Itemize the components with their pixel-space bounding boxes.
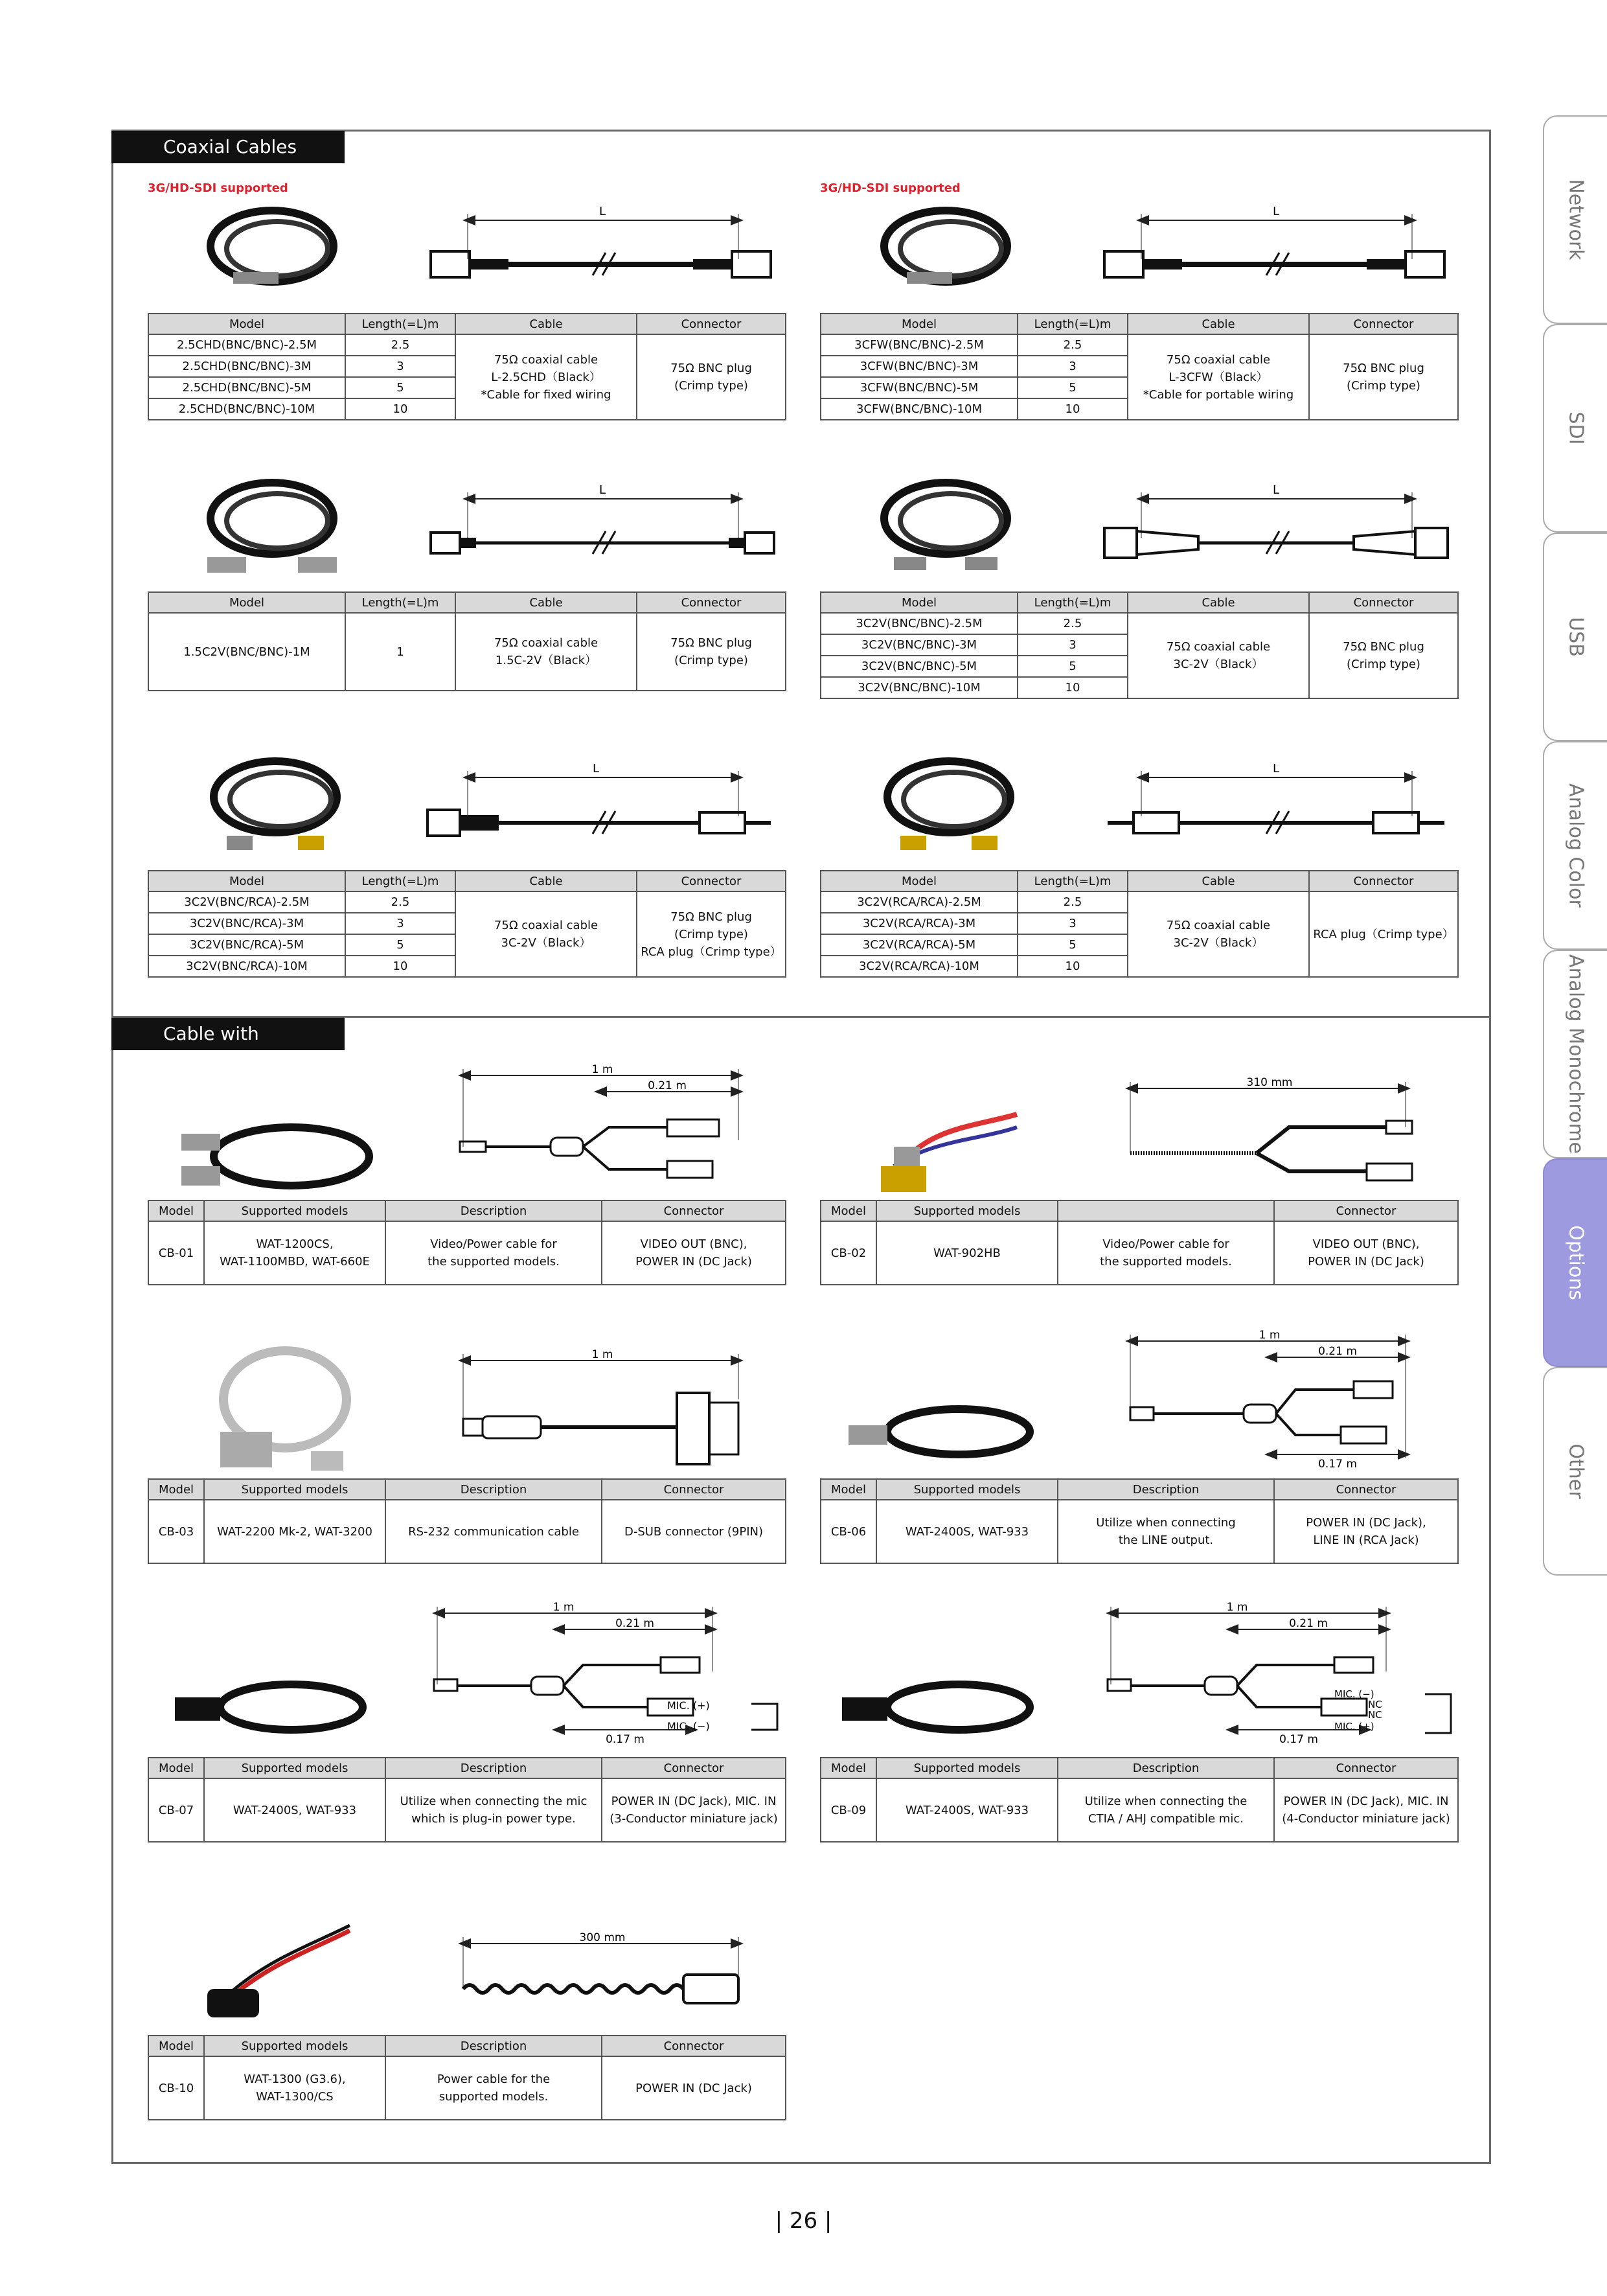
cb10-diagram — [453, 1931, 751, 2015]
dim-label-017m: 0.17 m — [1279, 1733, 1318, 1746]
cable-photo — [829, 1665, 1049, 1749]
spec-table-cb06: Model Supported models Description Connector CB-06 WAT-2400S, WAT-933 Utilize when connecting the LINE output. POWER IN (DC Jack), LINE IN (RCA Jack) — [820, 1478, 1459, 1564]
label-mic-plus: MIC. (+) — [1334, 1721, 1374, 1732]
label-mic-minus: MIC. (−) — [667, 1720, 710, 1732]
section-title-coaxial: Coaxial Cables — [111, 131, 345, 163]
cb01-diagram — [453, 1062, 751, 1192]
spec-table-1.5c2v: Model Length(=L)m Cable Connector 1.5C2V(BNC/BNC)-1M 1 75Ω coaxial cable 1.5C-2V（Black） 75Ω BNC plug (Crimp type) — [148, 591, 786, 691]
tab-sdi[interactable]: SDI — [1543, 324, 1607, 533]
cb07-diagram — [427, 1600, 790, 1749]
spec-table-cb09: Model Supported models Description Connector CB-09 WAT-2400S, WAT-933 Utilize when connecting the CTIA / AHJ compatible mic. POWER IN (DC Jack), MIC. IN (4-Conductor miniature jack) — [820, 1757, 1459, 1843]
tab-analog-color[interactable]: Analog Color — [1543, 741, 1607, 950]
cable-photo — [836, 1386, 1049, 1471]
dim-label-017m: 0.17 m — [606, 1733, 644, 1746]
dim-label-1m: 1 m — [1259, 1329, 1281, 1342]
cable-photo — [874, 745, 1023, 862]
spec-table-cb07: Model Supported models Description Connector CB-07 WAT-2400S, WAT-933 Utilize when connecting the mic which is plug-in power type. POWER IN (DC Jack), MIC. IN (3-Conductor miniature jack) — [148, 1757, 786, 1843]
cb09-diagram — [1101, 1600, 1464, 1749]
spec-table-cb10: Model Supported models Description Connector CB-10 WAT-1300 (G3.6), WAT-1300/CS Power cable for the supported models. POWER IN (DC Jack) — [148, 2035, 786, 2120]
dim-label-L: L — [1272, 762, 1280, 775]
cb02-diagram — [1121, 1075, 1425, 1192]
spec-table-cb01: Model Supported models Description Connector CB-01 WAT-1200CS, WAT-1100MBD, WAT-660E Video/Power cable for the supported models. VIDEO OUT (BNC), POWER IN (DC Jack) — [148, 1200, 786, 1285]
cb03-diagram — [453, 1348, 751, 1471]
cable-photo — [868, 1088, 1036, 1205]
label-nc: NC — [1368, 1709, 1382, 1721]
cable-diagram — [421, 194, 790, 292]
section-title-connectors: Cable with Connectors — [111, 1018, 345, 1050]
dim-label-021m: 0.21 m — [648, 1079, 687, 1092]
spec-table-2.5chd: Model Length(=L)m Cable Connector 2.5CHD(BNC/BNC)-2.5M 2.5 75Ω coaxial cable L-2.5CHD（Black） *Cable for fixed wiring 75Ω BNC plug (Crimp type) 2.5CHD(BNC/BNC)-3M 3 2.5CHD(BNC/BNC)-5M 5 2.5CHD(BNC/BNC)-10M 10 — [148, 313, 786, 420]
label-nc: NC — [1368, 1699, 1382, 1710]
cable-diagram — [421, 473, 790, 570]
sdi-note: 3G/HD-SDI supported — [820, 181, 961, 195]
dim-label-017m: 0.17 m — [1318, 1458, 1357, 1471]
dim-label-021m: 0.21 m — [1318, 1345, 1357, 1358]
cable-diagram — [1095, 758, 1464, 855]
tab-other[interactable]: Other — [1543, 1367, 1607, 1576]
spec-table-3c2v-bnc: Model Length(=L)m Cable Connector 3C2V(BNC/BNC)-2.5M 2.5 75Ω coaxial cable 3C-2V（Black） 75Ω BNC plug (Crimp type) 3C2V(BNC/BNC)-3M 3 3C2V(BNC/BNC)-5M 5 3C2V(BNC/BNC)-10M 10 — [820, 591, 1459, 699]
dim-label-1m: 1 m — [553, 1601, 575, 1614]
tab-network[interactable]: Network — [1543, 115, 1607, 324]
dim-label-1m: 1 m — [591, 1063, 613, 1076]
dim-label-L: L — [1272, 205, 1280, 218]
dim-label-021m: 0.21 m — [615, 1617, 654, 1630]
dim-label-L: L — [1272, 483, 1280, 497]
cb06-diagram — [1121, 1328, 1425, 1471]
tab-analog-monochrome[interactable]: Analog Monochrome — [1543, 950, 1607, 1158]
cable-diagram — [1095, 473, 1464, 570]
dim-label-1m: 1 m — [1226, 1601, 1248, 1614]
dim-label-021m: 0.21 m — [1289, 1617, 1328, 1630]
cable-photo — [207, 1335, 363, 1484]
cable-photo — [194, 1918, 363, 2028]
cable-photo — [194, 194, 350, 304]
label-mic-minus: MIC. (−) — [1334, 1688, 1374, 1700]
dim-label-300mm: 300 mm — [579, 1931, 626, 1944]
cable-diagram — [421, 758, 790, 855]
cable-photo — [868, 466, 1023, 583]
tab-usb[interactable]: USB — [1543, 533, 1607, 741]
cable-photo — [168, 1108, 382, 1205]
dim-label-L: L — [598, 483, 606, 497]
dim-label-310mm: 310 mm — [1246, 1076, 1293, 1089]
cable-diagram — [1095, 194, 1464, 292]
spec-table-cb03: Model Supported models Description Connector CB-03 WAT-2200 Mk-2, WAT-3200 RS-232 communication cable D-SUB connector (9PIN) — [148, 1478, 786, 1564]
dim-label-L: L — [598, 205, 606, 218]
cable-photo — [868, 194, 1023, 304]
spec-table-3c2v-bnc-rca: Model Length(=L)m Cable Connector 3C2V(BNC/RCA)-2.5M 2.5 75Ω coaxial cable 3C-2V（Black） 75Ω BNC plug (Crimp type) RCA plug（Crimp type） 3C2V(BNC/RCA)-3M 3 3C2V(BNC/RCA)-5M 5 3C2V(BNC/RCA)-10M 10 — [148, 870, 786, 978]
cable-photo — [162, 1665, 382, 1749]
tab-options[interactable]: Options — [1543, 1158, 1607, 1367]
label-mic-plus: MIC. (+) — [667, 1699, 710, 1712]
cable-photo — [194, 466, 350, 583]
sdi-note: 3G/HD-SDI supported — [148, 181, 288, 195]
cable-photo — [201, 745, 350, 862]
page-number: | 26 | — [775, 2208, 832, 2234]
spec-table-cb02: Model Supported models Connector CB-02 WAT-902HB Video/Power cable for the supported models. VIDEO OUT (BNC), POWER IN (DC Jack) — [820, 1200, 1459, 1285]
dim-label-1m: 1 m — [591, 1348, 613, 1361]
spec-table-3cfw: Model Length(=L)m Cable Connector 3CFW(BNC/BNC)-2.5M 2.5 75Ω coaxial cable L-3CFW（Black） *Cable for portable wiring 75Ω BNC plug (Crimp type) 3CFW(BNC/BNC)-3M 3 3CFW(BNC/BNC)-5M 5 3CFW(BNC/BNC)-10M 10 — [820, 313, 1459, 420]
spec-table-3c2v-rca: Model Length(=L)m Cable Connector 3C2V(RCA/RCA)-2.5M 2.5 75Ω coaxial cable 3C-2V（Black） RCA plug（Crimp type） 3C2V(RCA/RCA)-3M 3 3C2V(RCA/RCA)-5M 5 3C2V(RCA/RCA)-10M 10 — [820, 870, 1459, 978]
dim-label-L: L — [592, 762, 600, 775]
